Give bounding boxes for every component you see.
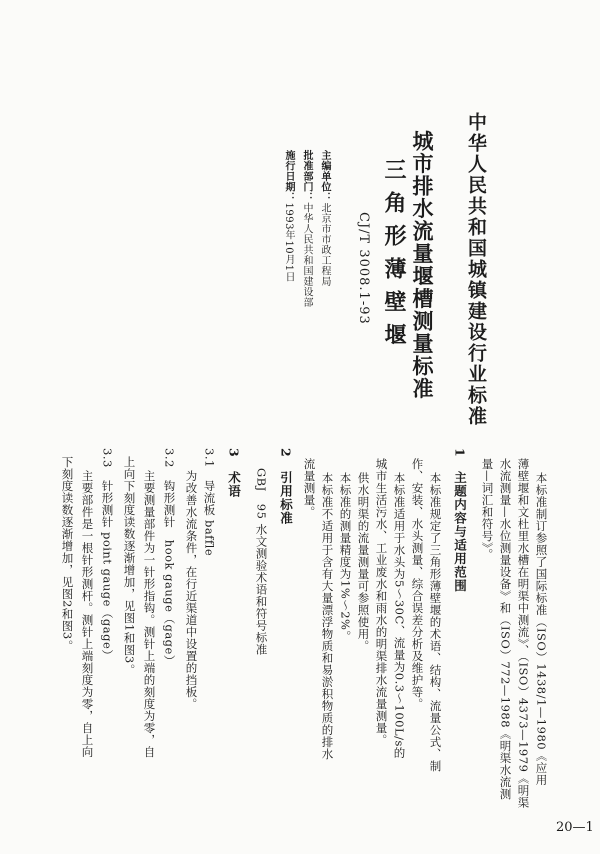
section-1-paragraph: 供水明渠的流量测量可参照使用。 bbox=[356, 472, 371, 652]
intro-line: 水流测量—水位测量设备》和（ISO）772—1988《明渠水流测 bbox=[498, 458, 513, 801]
term-3-1-definition: 为改善水流条件，在行近渠道中设置的挡板。 bbox=[184, 470, 199, 710]
section-1-paragraph: 本标准不适用于含有大量漂浮物质和易淤积物质的排水 bbox=[320, 472, 335, 760]
section-1-title: 主题内容与适用范围 bbox=[452, 471, 468, 593]
term-3-3-definition: 下刻度读数逐渐增加，见图2和图3。 bbox=[60, 456, 75, 652]
drafting-unit bbox=[319, 150, 329, 287]
term-3-3-number: 3.3 bbox=[100, 448, 115, 468]
term-3-3-name: 针形测针 point gauge（gage） bbox=[100, 479, 115, 662]
section-2-number: 2 bbox=[278, 448, 294, 458]
section-2-heading bbox=[279, 448, 292, 525]
section-1-paragraph: 本标准的测量精度为1%～2%。 bbox=[338, 472, 353, 643]
term-3-2-name: 钩形测针 hook gauge（gage） bbox=[162, 479, 177, 667]
drafting-unit-label: 主编单位： bbox=[319, 150, 330, 203]
intro-line: 本标准制订参照了国际标准（ISO）1438/1—1980《应用 bbox=[534, 472, 549, 787]
section-1-paragraph: 本标准规定了三角形薄壁堰的术语、结构、流量公式、制 bbox=[428, 472, 443, 772]
section-3-number: 3 bbox=[226, 448, 242, 458]
term-3-3-heading bbox=[101, 448, 113, 661]
term-3-1-heading bbox=[203, 448, 215, 556]
term-3-2-heading bbox=[163, 448, 175, 667]
effective-date-value: 1993年10月1日 bbox=[283, 202, 294, 283]
intro-line: 量—词汇和符号》。 bbox=[480, 458, 495, 561]
approval-dept-label: 批准部门： bbox=[301, 150, 312, 203]
term-3-3-definition: 主要部件是一根针形测杆。测针上端刻度为零，自上向 bbox=[80, 470, 95, 758]
section-1-heading bbox=[453, 448, 466, 593]
drafting-unit-value: 北京市市政工程局 bbox=[319, 202, 330, 287]
approval-dept-value: 中华人民共和国建设部 bbox=[301, 202, 312, 308]
section-2-paragraph: GBJ 95 水文测验术语和符号标准 bbox=[254, 468, 269, 656]
effective-date-label: 施行日期： bbox=[283, 150, 294, 203]
approval-dept bbox=[301, 150, 311, 308]
term-3-1-name: 导流板 baffle bbox=[202, 479, 217, 557]
term-3-2-definition: 上向下刻度读数逐渐增加，见图1和图3。 bbox=[122, 456, 137, 676]
section-1-paragraph: 作、安装、水头测量、综合误差分析及维护等。 bbox=[410, 458, 425, 710]
section-1-number: 1 bbox=[452, 448, 468, 458]
page-number: 20—1 bbox=[556, 820, 594, 835]
document-subtitle: 三角形薄壁堰 bbox=[381, 158, 407, 356]
intro-line: 薄壁堰和文杜里水槽在明渠中测流》、（ISO）4373—1979《明渠 bbox=[516, 458, 531, 809]
section-3-heading bbox=[227, 448, 240, 498]
section-1-paragraph: 流量测量。 bbox=[302, 458, 317, 518]
section-1-paragraph: 城市生活污水、工业废水和雨水的明渠排水流量测量。 bbox=[374, 458, 389, 746]
effective-date bbox=[283, 150, 293, 282]
term-3-1-number: 3.1 bbox=[202, 448, 217, 468]
section-2-title: 引用标准 bbox=[278, 471, 294, 526]
section-3-title: 术语 bbox=[226, 471, 242, 499]
term-3-2-number: 3.2 bbox=[162, 448, 177, 468]
section-1-paragraph: 本标准适用于水头为5～30C、流量为0.3～100L/s的 bbox=[392, 472, 407, 759]
document-title: 城市排水流量堰槽测量标准 bbox=[410, 130, 435, 400]
term-3-2-definition: 主要测量部件为一针形指钩。测针上端的刻度为零，自 bbox=[142, 470, 157, 758]
standard-type-heading: 中华人民共和国城镇建设行业标准 bbox=[465, 112, 487, 427]
standard-code: CJ/T 3008.1-93 bbox=[356, 212, 371, 325]
